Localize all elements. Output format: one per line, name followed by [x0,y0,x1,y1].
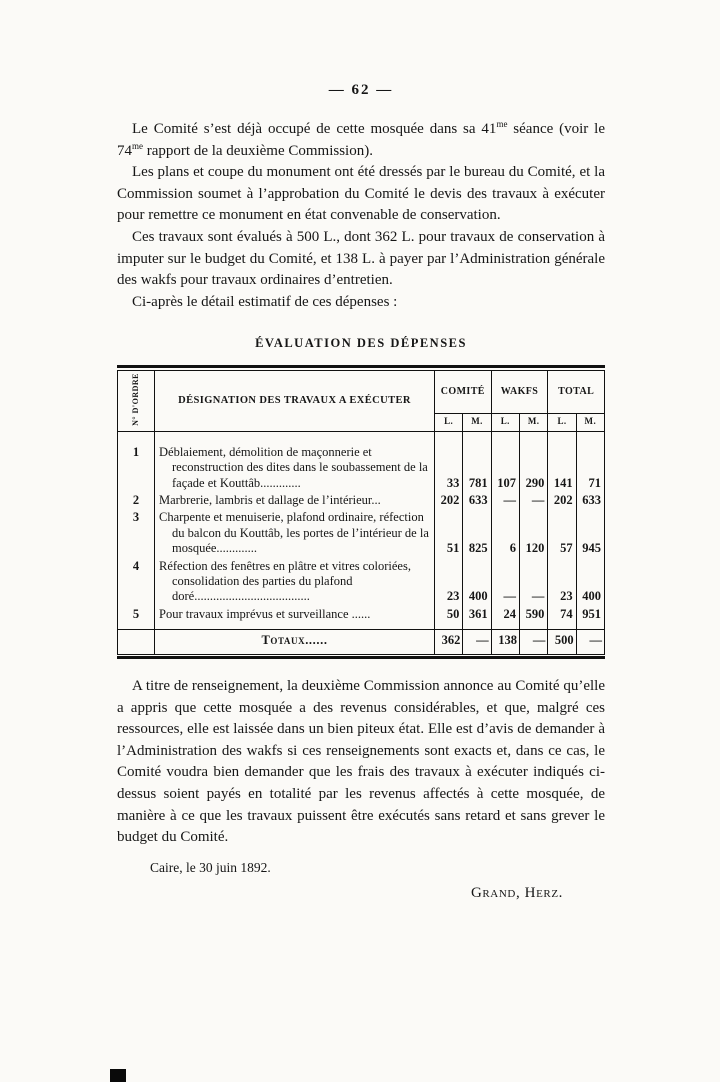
row-total-m: 945 [576,509,604,557]
totals-wakfs-l: 138 [491,630,519,654]
column-header-order-label: N° D'ORDRE [131,372,140,426]
row-comite-l: 51 [435,509,463,557]
table-title: ÉVALUATION DES DÉPENSES [255,336,467,351]
table-row [118,431,605,492]
row-comite-l: 33 [435,431,463,492]
subheader-comite-l: L. [435,413,463,431]
table-row [118,509,605,557]
row-comite-l: 50 [435,606,463,630]
row-wakfs-l: — [491,558,519,606]
superscript: me [496,119,508,129]
expenses-table [117,370,605,655]
row-wakfs-m: — [519,558,547,606]
row-wakfs-m: 290 [519,431,547,492]
column-header-total: TOTAL [548,370,605,413]
totals-comite-l: 362 [435,630,463,654]
row-comite-l: 202 [435,492,463,509]
row-designation: Marbrerie, lambris et dallage de l’intérieur... [155,492,435,509]
subheader-wakfs-m: M. [519,413,547,431]
paragraph-intro-4: Ci-après le détail estimatif de ces dépenses : [132,293,398,310]
row-wakfs-l: — [491,492,519,509]
row-wakfs-l: 24 [491,606,519,630]
paragraph-intro-2: Les plans et coupe du monument ont été dressés par le bureau du Comité, et la Commission soumet à l’approbation du Comité le devis des travaux à exécuter pour remettre ce monument en état convenable de conservation. [117,164,605,224]
row-total-l: 57 [548,509,576,557]
row-total-l: 141 [548,431,576,492]
row-number: 1 [118,431,155,492]
table-body [118,431,605,654]
totals-label: Totaux...... [155,630,435,654]
row-comite-m: 400 [463,558,491,606]
row-designation: Charpente et menuiserie, plafond ordinaire, réfection du balcon du Kouttâb, les portes de l’intérieur de la mosquée............. [155,509,435,557]
row-total-m: 400 [576,558,604,606]
row-total-l: 202 [548,492,576,509]
paragraph-intro-3: Ces travaux sont évalués à 500 L., dont 362 L. pour travaux de conservation à imputer sur le budget du Comité, et 138 L. à payer par l’Administration générale des wakfs pour travaux ordinaires d’entretien. [117,228,605,289]
row-wakfs-m: 120 [519,509,547,557]
row-comite-m: 361 [463,606,491,630]
totals-comite-m: — [463,630,491,654]
table-header [118,370,605,431]
scan-artifact [110,1069,126,1082]
superscript: me [132,140,143,151]
subheader-total-l: L. [548,413,576,431]
dateline: Caire, le 30 juin 1892. [150,859,271,875]
subheader-total-m: M. [576,413,604,431]
column-header-order [118,370,155,431]
paragraph-closing: A titre de renseignement, la deuxième Commission annonce au Comité qu’elle a appris que cette mosquée a des revenus considérables, et que, malgré ces ressources, elle est laissée dans un bien piteux état. Elle est d’avis de demander à l’Administration des wakfs si ces renseignements sont exacts et, dans ce cas, le Comité voudra bien demander que les frais des travaux à exécuter indiqués ci-dessus soient payés en totalité par les revenus affectés à cette mosquée, de manière à ce que les travaux puissent être exécutés sans retard et sans grever le budget du Comité. [117,678,605,846]
row-comite-m: 825 [463,509,491,557]
row-designation: Réfection des fenêtres en plâtre et vitres coloriées, consolidation des parties du plafond doré..................................... [155,558,435,606]
column-header-comite: COMITÉ [435,370,492,413]
row-total-l: 74 [548,606,576,630]
row-total-m: 951 [576,606,604,630]
expenses-table-frame [117,365,605,659]
subheader-wakfs-l: L. [491,413,519,431]
row-total-l: 23 [548,558,576,606]
totals-wakfs-m: — [519,630,547,654]
totals-row [118,630,605,654]
row-number: 5 [118,606,155,630]
subheader-comite-m: M. [463,413,491,431]
signature: Grand, Herz. [470,884,563,901]
column-header-designation: DÉSIGNATION DES TRAVAUX A EXÉCUTER [155,370,435,431]
paragraph-text: rapport de la deuxième Commission). [143,142,373,159]
totals-order-cell [118,630,155,654]
row-total-m: 71 [576,431,604,492]
row-total-m: 633 [576,492,604,509]
row-wakfs-m: 590 [519,606,547,630]
table-row [118,606,605,630]
row-designation: Pour travaux imprévus et surveillance ...... [155,606,435,630]
row-number: 2 [118,492,155,509]
paragraph-text: Le Comité s’est déjà occupé de cette mosquée dans sa 41 [132,121,497,137]
page-number: — 62 — [328,82,394,98]
paragraph-text: séance (voir le 74 [117,121,606,159]
table-row [118,492,605,509]
row-wakfs-l: 107 [491,431,519,492]
row-comite-m: 633 [463,492,491,509]
row-number: 4 [118,558,155,606]
paragraph-intro-1 [117,119,605,162]
row-wakfs-m: — [519,492,547,509]
totals-total-m: — [576,630,604,654]
row-designation: Déblaiement, démolition de maçonnerie et reconstruction des dites dans le soubassement de la façade et Kouttâb............. [155,431,435,492]
row-wakfs-l: 6 [491,509,519,557]
row-comite-l: 23 [435,558,463,606]
table-row [118,558,605,606]
row-comite-m: 781 [463,431,491,492]
totals-total-l: 500 [548,630,576,654]
column-header-wakfs: WAKFS [491,370,548,413]
row-number: 3 [118,509,155,557]
